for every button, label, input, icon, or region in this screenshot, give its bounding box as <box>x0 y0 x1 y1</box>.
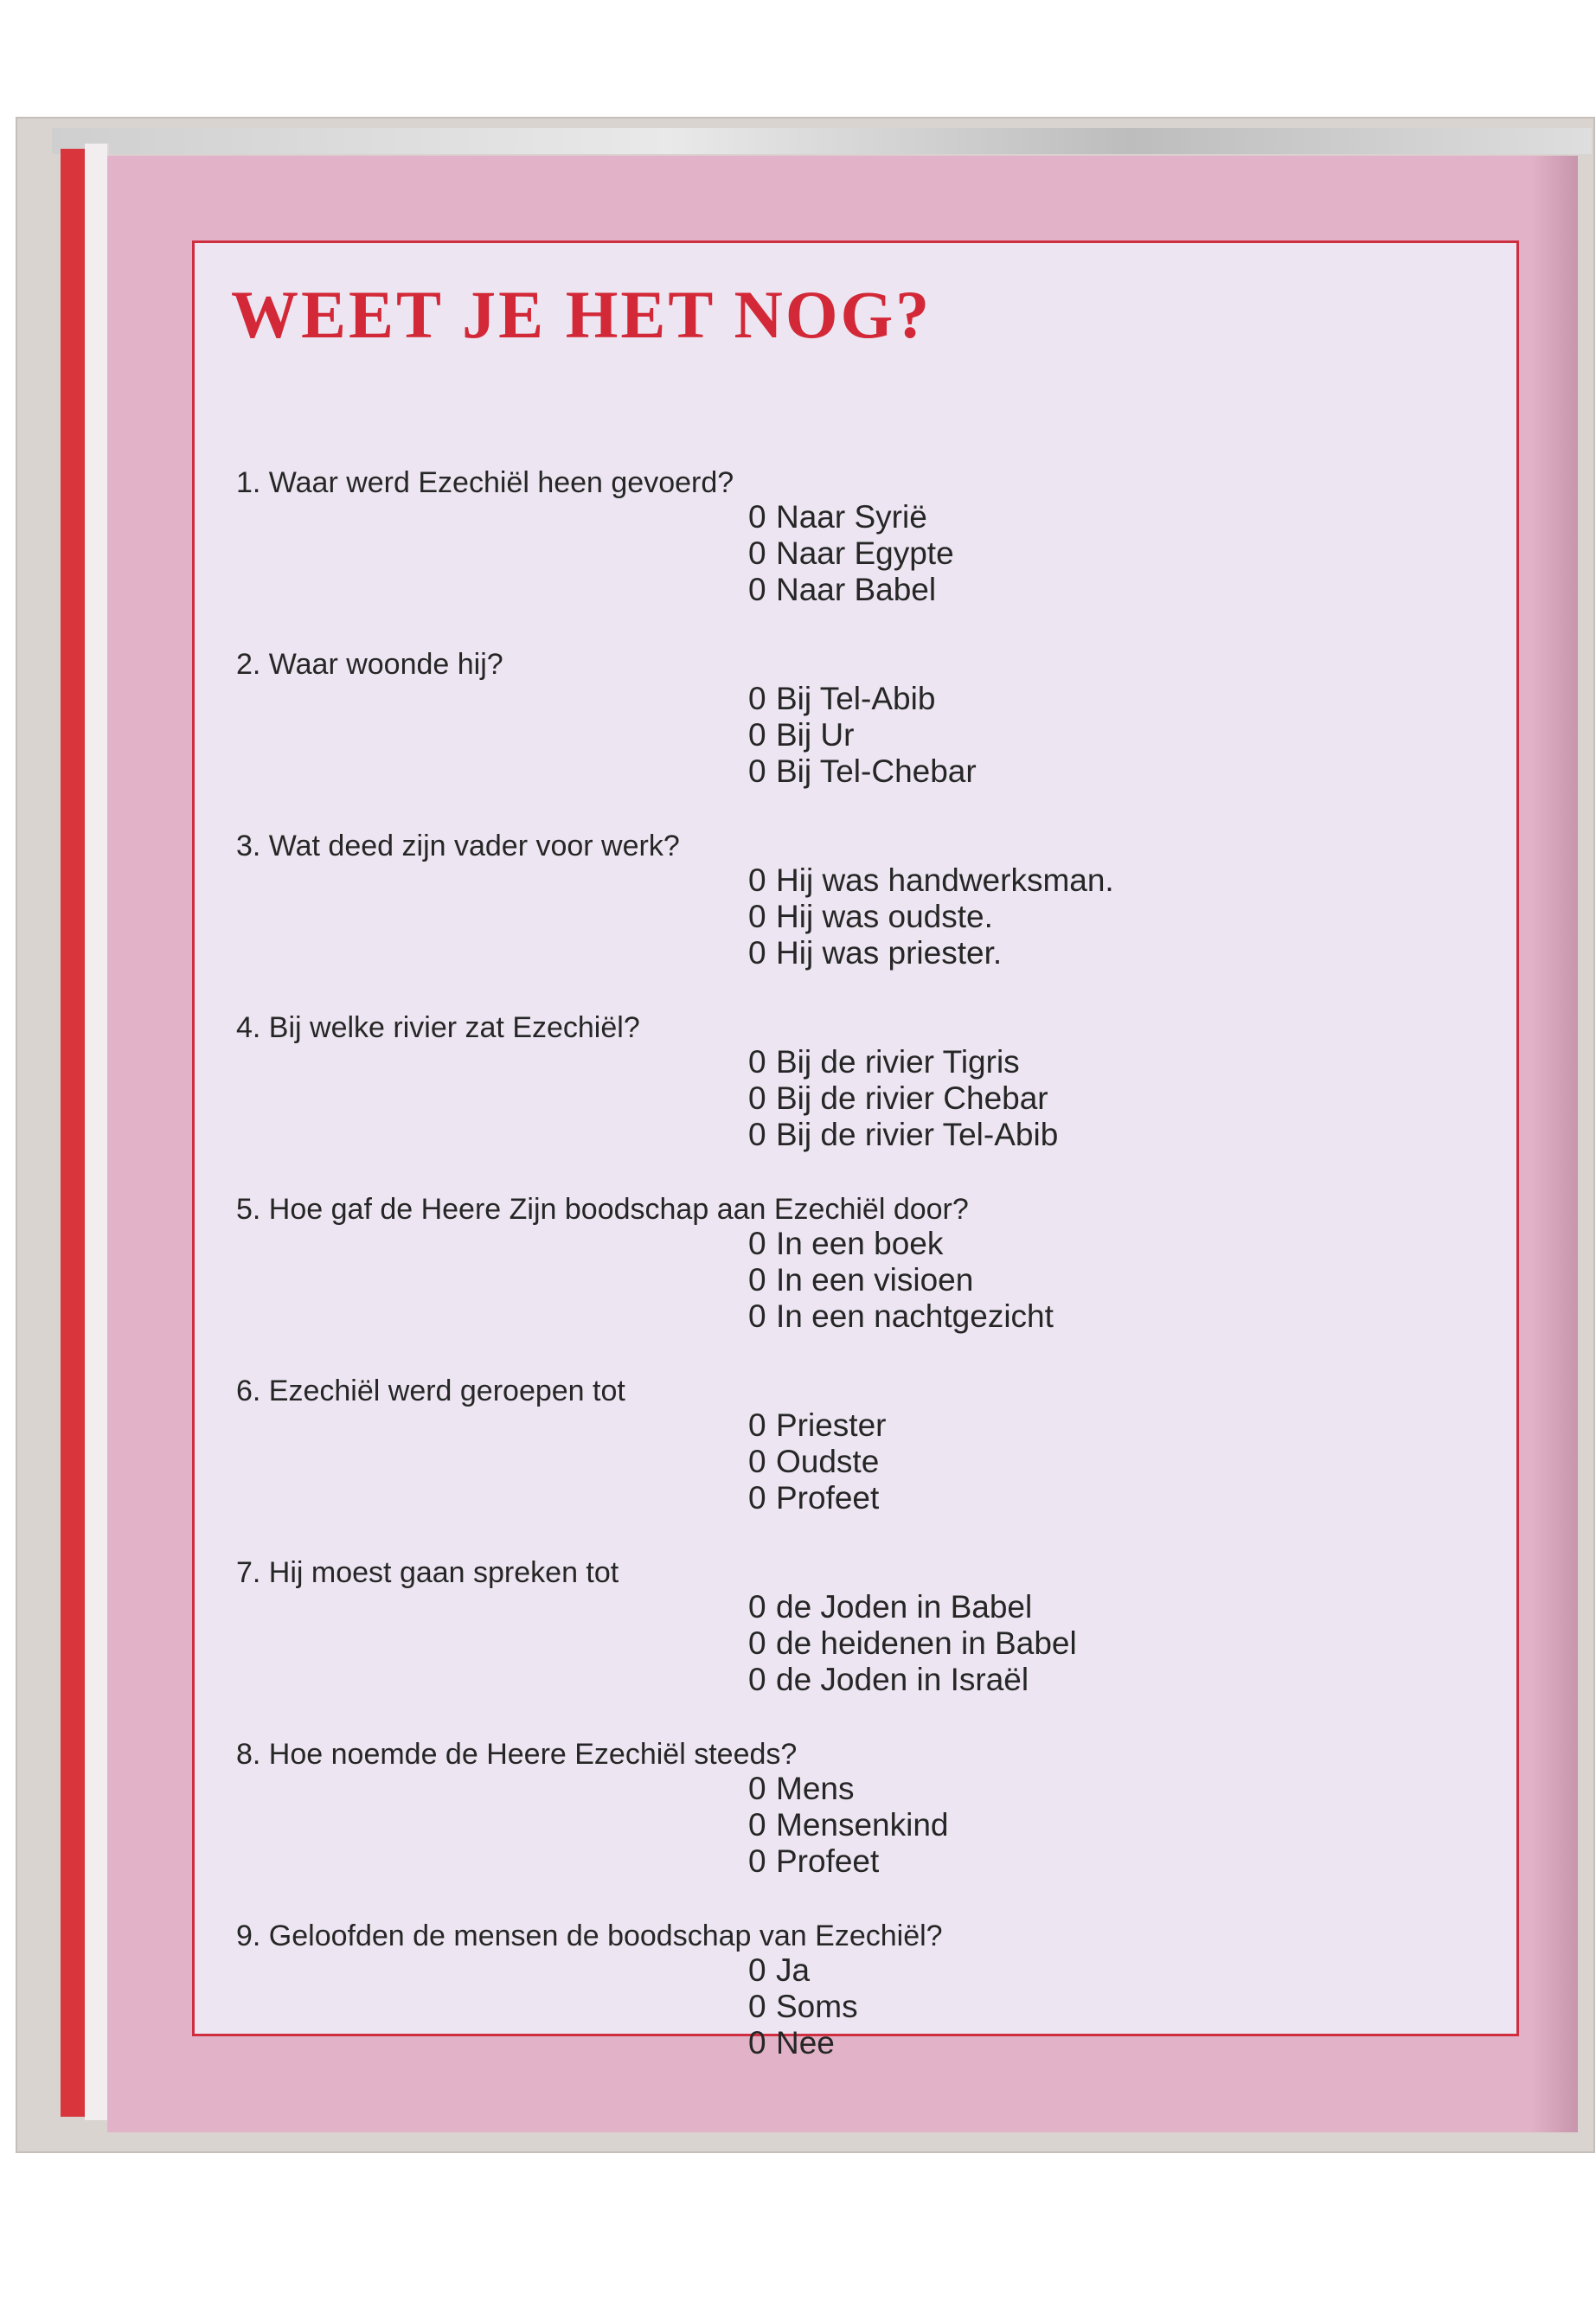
question-2: 2. Waar woonde hij? <box>236 648 503 681</box>
option[interactable] <box>748 535 954 572</box>
options-5 <box>748 1226 1054 1335</box>
question-6: 6. Ezechiël werd geroepen tot <box>236 1375 625 1407</box>
answer-bubble[interactable]: 0 <box>748 899 766 934</box>
quiz-box <box>192 240 1519 2061</box>
question-7: 7. Hij moest gaan spreken tot <box>236 1556 619 1589</box>
option-label: Mens <box>776 1771 855 1806</box>
option-label: Bij de rivier Chebar <box>776 1080 1048 1116</box>
option[interactable] <box>748 499 954 535</box>
options-6 <box>748 1407 886 1516</box>
option[interactable] <box>748 1989 858 2025</box>
option[interactable] <box>748 1262 1054 1298</box>
option-label: Soms <box>776 1989 858 2024</box>
options-1 <box>748 499 954 608</box>
question-8: 8. Hoe noemde de Heere Ezechiël steeds? <box>236 1738 798 1771</box>
option[interactable] <box>748 1952 858 1989</box>
option-label: de Joden in Israël <box>776 1662 1029 1697</box>
options-8 <box>748 1771 949 1880</box>
option[interactable] <box>748 572 954 608</box>
answer-bubble[interactable]: 0 <box>748 1262 766 1298</box>
option[interactable] <box>748 1843 949 1880</box>
answer-bubble[interactable]: 0 <box>748 717 766 753</box>
option-label: Profeet <box>776 1480 880 1516</box>
option-label: Bij de rivier Tigris <box>776 1044 1020 1080</box>
option[interactable] <box>748 1771 949 1807</box>
option[interactable] <box>748 753 977 790</box>
answer-bubble[interactable]: 0 <box>748 499 766 535</box>
answer-bubble[interactable]: 0 <box>748 1480 766 1516</box>
option-label: Profeet <box>776 1843 880 1879</box>
option-label: In een visioen <box>776 1262 974 1298</box>
question-4: 4. Bij welke rivier zat Ezechiël? <box>236 1011 640 1044</box>
option[interactable] <box>748 935 1114 971</box>
options-7 <box>748 1589 1077 1698</box>
option[interactable] <box>748 1044 1058 1080</box>
option-label: Priester <box>776 1407 887 1443</box>
option-label: Oudste <box>776 1444 880 1479</box>
option-label: Bij Tel-Chebar <box>776 753 977 789</box>
option-label: Hij was oudste. <box>776 899 993 934</box>
answer-bubble[interactable]: 0 <box>748 1298 766 1334</box>
option[interactable] <box>748 1662 1077 1698</box>
quiz-title: WEET JE HET NOG? <box>231 277 933 352</box>
options-2 <box>748 681 977 790</box>
option[interactable] <box>748 1444 886 1480</box>
options-4 <box>748 1044 1058 1153</box>
option-label: Naar Egypte <box>776 535 954 571</box>
spine-shade <box>1530 156 1578 2132</box>
option[interactable] <box>748 862 1114 899</box>
answer-bubble[interactable]: 0 <box>748 535 766 571</box>
answer-bubble[interactable]: 0 <box>748 1843 766 1879</box>
option-label: Bij de rivier Tel-Abib <box>776 1117 1059 1152</box>
option-label: Ja <box>776 1952 811 1988</box>
option-label: Naar Syrië <box>776 499 927 535</box>
answer-bubble[interactable]: 0 <box>748 572 766 607</box>
answer-bubble[interactable]: 0 <box>748 1952 766 1988</box>
answer-bubble[interactable]: 0 <box>748 1407 766 1443</box>
option[interactable] <box>748 1407 886 1444</box>
answer-bubble[interactable]: 0 <box>748 935 766 971</box>
option[interactable] <box>748 1226 1054 1262</box>
question-3: 3. Wat deed zijn vader voor werk? <box>236 830 680 862</box>
answer-bubble[interactable]: 0 <box>748 1771 766 1806</box>
question-9: 9. Geloofden de mensen de boodschap van Ezechiël? <box>236 1920 943 1952</box>
answer-bubble[interactable]: 0 <box>748 862 766 898</box>
option-label: Naar Babel <box>776 572 937 607</box>
book-top-edge <box>52 128 1592 154</box>
pages-edge <box>85 144 109 2120</box>
option-label: de heidenen in Babel <box>776 1625 1077 1661</box>
book-page <box>107 156 1578 2132</box>
option[interactable] <box>748 1807 949 1843</box>
option-label: de Joden in Babel <box>776 1589 1033 1625</box>
option-label: Mensenkind <box>776 1807 949 1843</box>
answer-bubble[interactable]: 0 <box>748 1625 766 1661</box>
answer-bubble[interactable]: 0 <box>748 1226 766 1261</box>
option-label: Hij was priester. <box>776 935 1003 971</box>
answer-bubble[interactable]: 0 <box>748 1444 766 1479</box>
option[interactable] <box>748 1080 1058 1117</box>
answer-bubble[interactable]: 0 <box>748 2025 766 2061</box>
answer-bubble[interactable]: 0 <box>748 1117 766 1152</box>
option[interactable] <box>748 1298 1054 1335</box>
option-label: Bij Ur <box>776 717 855 753</box>
option[interactable] <box>748 1589 1077 1625</box>
red-cover-edge <box>61 149 85 2117</box>
option-label: Bij Tel-Abib <box>776 681 936 716</box>
option[interactable] <box>748 1625 1077 1662</box>
options-9 <box>748 1952 858 2061</box>
option[interactable] <box>748 2025 858 2061</box>
option[interactable] <box>748 1480 886 1516</box>
answer-bubble[interactable]: 0 <box>748 1662 766 1697</box>
option-label: Nee <box>776 2025 835 2061</box>
answer-bubble[interactable]: 0 <box>748 1589 766 1625</box>
answer-bubble[interactable]: 0 <box>748 1807 766 1843</box>
option[interactable] <box>748 1117 1058 1153</box>
option[interactable] <box>748 681 977 717</box>
answer-bubble[interactable]: 0 <box>748 681 766 716</box>
answer-bubble[interactable]: 0 <box>748 1989 766 2024</box>
option[interactable] <box>748 899 1114 935</box>
option-label: Hij was handwerksman. <box>776 862 1114 898</box>
question-5: 5. Hoe gaf de Heere Zijn boodschap aan Ezechiël door? <box>236 1193 969 1226</box>
answer-bubble[interactable]: 0 <box>748 1080 766 1116</box>
option-label: In een boek <box>776 1226 944 1261</box>
option[interactable] <box>748 717 977 753</box>
options-3 <box>748 862 1114 971</box>
answer-bubble[interactable]: 0 <box>748 753 766 789</box>
option-label: In een nachtgezicht <box>776 1298 1054 1334</box>
answer-bubble[interactable]: 0 <box>748 1044 766 1080</box>
question-1: 1. Waar werd Ezechiël heen gevoerd? <box>236 466 734 499</box>
